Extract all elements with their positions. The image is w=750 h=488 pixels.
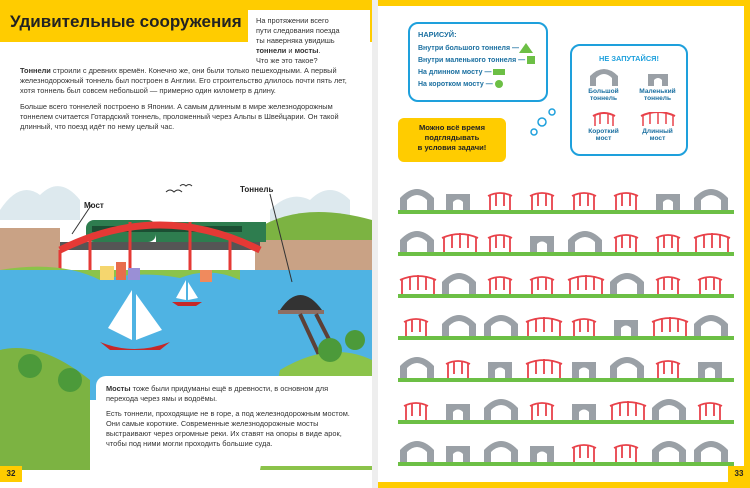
long-bridge-icon (568, 275, 604, 294)
term-tunnels: Тоннели (20, 66, 51, 75)
small-tunnel-icon (488, 362, 512, 378)
short-bridge-icon (572, 319, 596, 336)
puzzle-grid (394, 176, 738, 470)
legend-box (570, 44, 688, 156)
long-bridge-icon (652, 317, 688, 336)
puzzle-row (398, 315, 734, 340)
page-number-left: 32 (0, 466, 22, 482)
big-tunnel-icon (652, 441, 686, 462)
big-tunnel-icon (400, 189, 434, 210)
tunnel-text (20, 66, 350, 138)
small-tunnel-icon (446, 446, 470, 462)
bubble-text: . (318, 46, 321, 55)
short-bridge-icon (446, 361, 470, 378)
long-bridge-icon (526, 359, 562, 378)
bubble-text: и (286, 46, 295, 55)
short-bridge-icon (572, 445, 596, 462)
big-tunnel-icon (694, 441, 728, 462)
draw-row-label: Внутри маленького тоннеля — (418, 56, 526, 64)
short-bridge-icon (698, 403, 722, 420)
short-bridge-icon (488, 235, 512, 252)
hint-line: подглядывать (424, 133, 480, 142)
short-bridge-icon (592, 112, 616, 126)
short-bridge-icon (530, 193, 554, 210)
big-tunnel-icon (694, 315, 728, 336)
short-bridge-icon (656, 277, 680, 294)
bubble-bold: мосты (294, 46, 319, 55)
grass-strip (398, 294, 734, 298)
paragraph-text: тоже были придуманы ещё в древности, в основном для перехода через ямы и водоёмы. (106, 384, 329, 403)
short-bridge-icon (530, 403, 554, 420)
hint-line: Можно всё время (418, 123, 486, 132)
bubble-line: Что же это такое? (256, 56, 318, 65)
long-bridge-icon (694, 233, 730, 252)
draw-row (418, 42, 538, 54)
long-bridge-icon (610, 401, 646, 420)
bubble-line: На протяжении всего (256, 16, 329, 25)
short-bridge-icon (656, 361, 680, 378)
legend-label: Короткий (588, 128, 619, 135)
small-tunnel-icon (614, 320, 638, 336)
legend-title: НЕ ЗАПУТАЙСЯ! (599, 54, 659, 63)
big-tunnel-icon (610, 357, 644, 378)
bubble-bold: тоннели (256, 46, 287, 55)
label-tunnel: Тоннель (240, 185, 274, 194)
draw-row-label: На коротком мосту — (418, 80, 493, 88)
paragraph: Больше всего тоннелей построено в Японии. А самым длинным в мире железнодорожным тоннелем считается Готардский тоннель, проложенный через Альпы в Швейцарии. Он такой длинный, что поезд идёт по нему целый час. (20, 102, 339, 131)
legend-small-tunnel (630, 68, 685, 102)
short-bridge-icon (488, 193, 512, 210)
small-tunnel-icon (698, 362, 722, 378)
legend-label: мост (649, 135, 666, 142)
legend-big-tunnel (576, 68, 631, 102)
short-bridge-icon (656, 235, 680, 252)
legend-label: мост (595, 135, 612, 142)
legend-label: Длинный (642, 128, 673, 135)
small-tunnel-icon (656, 194, 680, 210)
triangle-icon (519, 43, 533, 53)
paragraph-text: строили с древних времён. Конечно же, они были только пешеходными. А первый железнодорожный тоннель был построен в Англии. Его строительство длилось почти пять лет, хотя тоннель был совсем небольшой — примерно один километр в длину. (20, 66, 347, 95)
legend-label: тоннель (589, 95, 618, 102)
puzzle-row (398, 231, 734, 256)
small-tunnel-icon (446, 404, 470, 420)
short-bridge-icon (614, 445, 638, 462)
legend-label: Большой (588, 88, 619, 95)
draw-instructions (408, 22, 548, 102)
small-tunnel-icon (572, 404, 596, 420)
big-tunnel-icon (590, 68, 618, 86)
puzzle-row (398, 357, 734, 382)
term-bridges: Мосты (106, 384, 131, 393)
grass-strip (398, 462, 734, 466)
long-bridge-icon (640, 112, 676, 126)
long-bridge-icon (400, 275, 436, 294)
small-tunnel-icon (572, 362, 596, 378)
short-bridge-icon (404, 319, 428, 336)
puzzle-row (398, 399, 734, 424)
grass-strip (398, 336, 734, 340)
legend-label: тоннель (643, 95, 672, 102)
puzzle-row (398, 273, 734, 298)
paragraph (20, 66, 350, 96)
short-bridge-icon (488, 277, 512, 294)
short-bridge-icon (698, 277, 722, 294)
puzzle-row (398, 189, 734, 214)
big-tunnel-icon (568, 231, 602, 252)
long-bridge-icon (442, 233, 478, 252)
bubble-line: пути следования поезда (256, 26, 340, 35)
left-page (0, 0, 372, 488)
big-tunnel-icon (652, 399, 686, 420)
short-bridge-icon (530, 277, 554, 294)
short-bridge-icon (614, 193, 638, 210)
puzzle-row (398, 441, 734, 466)
big-tunnel-icon (694, 189, 728, 210)
grass-strip (398, 252, 734, 256)
bridge-text (96, 376, 372, 466)
legend-long-bridge (630, 112, 685, 142)
big-tunnel-icon (400, 357, 434, 378)
big-tunnel-icon (484, 315, 518, 336)
grass-strip (398, 378, 734, 382)
thought-bubble-dots (528, 108, 558, 138)
draw-row (418, 66, 538, 78)
bubble-line (256, 46, 362, 56)
big-tunnel-icon (442, 315, 476, 336)
rectangle-icon (491, 67, 507, 77)
square-icon (525, 55, 537, 65)
small-tunnel-icon (646, 68, 670, 86)
big-tunnel-icon (442, 273, 476, 294)
page-title: Удивительные сооружения (10, 12, 242, 31)
hint-line: в условия задачи! (417, 143, 487, 152)
big-tunnel-icon (400, 441, 434, 462)
big-tunnel-icon (484, 441, 518, 462)
big-tunnel-icon (400, 231, 434, 252)
long-bridge-icon (526, 317, 562, 336)
short-bridge-icon (404, 403, 428, 420)
draw-row-label: Внутри большого тоннеля — (418, 44, 519, 52)
label-bridge: Мост (84, 201, 104, 210)
small-tunnel-icon (446, 194, 470, 210)
draw-row (418, 54, 538, 66)
legend-label: Маленький (639, 88, 676, 95)
short-bridge-icon (572, 193, 596, 210)
grass-strip (398, 420, 734, 424)
short-bridge-icon (614, 235, 638, 252)
hint-box (398, 118, 506, 162)
circle-icon (493, 79, 505, 89)
small-tunnel-icon (530, 236, 554, 252)
small-tunnel-icon (530, 446, 554, 462)
draw-row (418, 78, 538, 90)
big-tunnel-icon (610, 273, 644, 294)
big-tunnel-icon (484, 399, 518, 420)
paragraph: Есть тоннели, проходящие не в горе, а под железнодорожным мостом. Они самые короткие. Современные железнодорожные мосты выстраивают через огромные реки. Их ставят на опоры в виде арок, чтобы под ними могли проходить большие суда. (106, 409, 350, 448)
legend-short-bridge (576, 112, 631, 142)
page-number-right: 33 (728, 466, 750, 482)
draw-title: НАРИСУЙ: (418, 30, 457, 39)
grass-strip (398, 210, 734, 214)
right-page (378, 0, 750, 488)
draw-row-label: На длинном мосту — (418, 68, 492, 76)
paragraph (106, 384, 362, 404)
bubble-line: ты наверняка увидишь (256, 36, 335, 45)
